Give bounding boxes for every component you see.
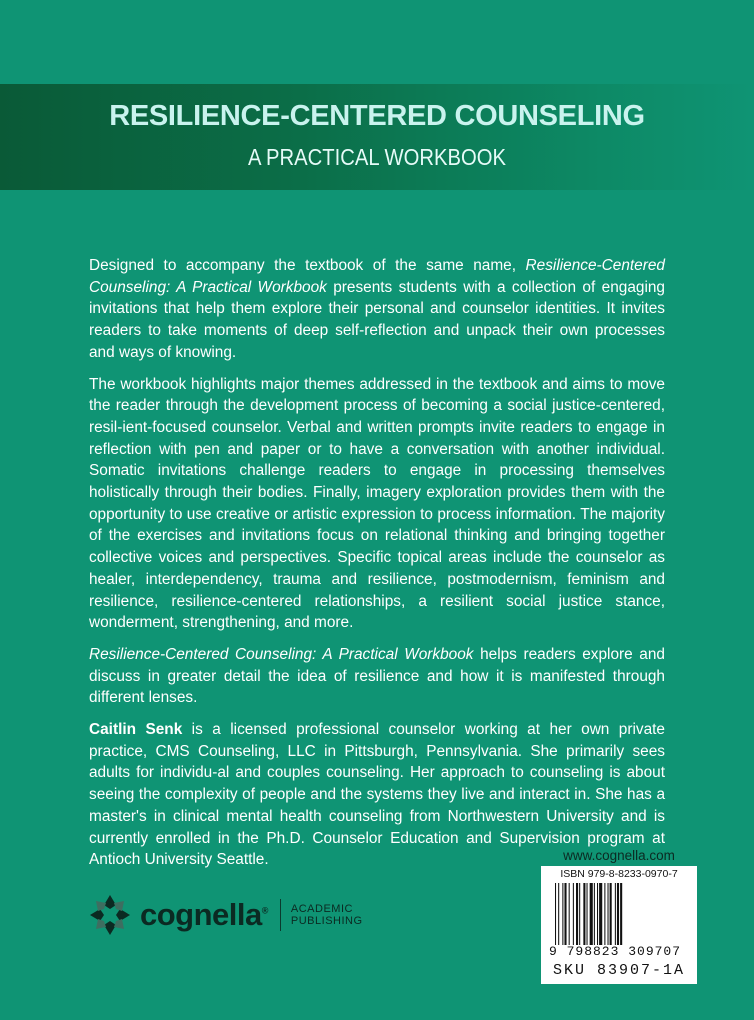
book-title: RESILIENCE-CENTERED COUNSELING <box>109 100 645 132</box>
logo-divider <box>280 899 281 931</box>
publisher-logo <box>88 893 363 937</box>
barcode-box <box>541 866 697 984</box>
paragraph-summary: Resilience-Centered Counseling: A Practical Workbook helps readers explore and discuss in greater detail the idea of resilience and how it is manifested through different lenses. <box>89 645 665 707</box>
paragraph-themes: The workbook highlights major themes addressed in the textbook and aims to move the reader through the development process of becoming a social justice-centered, resil-ient-focused counselor. Verbal and written prompts invite readers to engage in reflection with pen and paper or to have a conversation with another individual. Somatic invitations challenge readers to engage in processing themselves holistically through their bodies. Finally, imagery exploration provides them with the opportunity to use creative or artistic expression to process information. The majority of the exercises and invitations focus on relational thinking and bringing together collective voices and perspectives. Specific topical areas include the counselor as healer, interdependency, trauma and resilience, postmodernism, feminism and resilience, resilience-centered relationships, a resilient social justice stance, wonderment, strengthening, and more. <box>89 375 665 632</box>
isbn-text: ISBN 979-8-8233-0970-7 <box>560 868 678 880</box>
publisher-name: cognella® <box>140 897 268 932</box>
paragraph-intro: Designed to accompany the textbook of the same name, Resilience-Centered Counseling: A Practical Workbook presents students with a collection of engaging invitations that help them explore their personal and counselor identities. It invites readers to take moments of deep self-reflection and unpack their own processes and ways of knowing. <box>89 257 665 361</box>
book-subtitle: A PRACTICAL WORKBOOK <box>248 144 506 170</box>
barcode-icon <box>555 883 681 945</box>
back-cover-copy <box>89 255 665 881</box>
cognella-flower-icon <box>88 893 132 937</box>
publisher-url: www.cognella.com <box>563 848 675 863</box>
sku-text: SKU 83907-1A <box>552 962 686 979</box>
barcode-digits: 9 798823 309707 <box>549 944 682 959</box>
publisher-tagline: ACADEMIC PUBLISHING <box>290 903 363 927</box>
paragraph-author-bio: Caitlin Senk is a licensed professional counselor working at her own private practice, CMS Counseling, LLC in Pittsburgh, Pennsylvania. She primarily sees adults for individu-al and couples counseling. Her approach to counseling is about seeing the complexity of people and the systems they live and interact in. She has a master's in clinical mental health counseling from Northwestern University and is currently enrolled in the Ph.D. Counselor Education and Supervision program at Antioch University Seattle. <box>89 721 665 869</box>
